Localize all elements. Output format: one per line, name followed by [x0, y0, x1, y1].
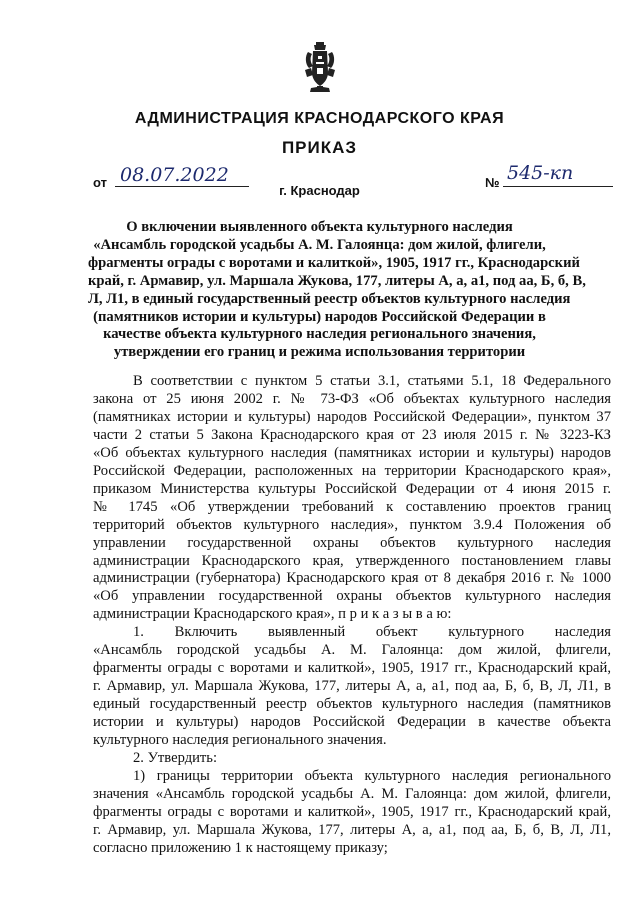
organization-name: АДМИНИСТРАЦИЯ КРАСНОДАРСКОГО КРАЯ [134, 110, 505, 127]
body-line: закона от 25 июня 2002 г. № 73-ФЗ «Об объектах культурного наследия [93, 390, 611, 407]
body-line: единый государственный реестр объектов культурного наследия (памятников [93, 696, 611, 713]
number-handwritten: 545-кп [507, 162, 574, 184]
title-line: утверждении его границ и режима использования территории [113, 344, 526, 361]
body-line: администрации Краснодарского края, утвержденного постановлением главы [93, 552, 611, 569]
body-line: Российской Федерации, расположенных на территории Краснодарского края», [93, 462, 611, 479]
number-prefix: № [485, 175, 500, 190]
city-name: г. Краснодар [279, 183, 360, 198]
title-line: качестве объекта культурного наследия регионального значения, [103, 326, 536, 343]
body-line: В соответствии с пунктом 5 статьи 3.1, статьями 5.1, 18 Федерального [133, 373, 611, 389]
body-line: согласно приложению 1 к настоящему приказу; [93, 839, 388, 856]
body-line: (памятниках истории и культуры) народов Российской Федерации», пунктом 37 [93, 408, 611, 425]
body-line: 1. Включить выявленный объект культурного наследия [133, 624, 611, 641]
body-line: 1) границы территории объекта культурного наследия регионального [133, 767, 611, 784]
body-line: приказом Министерства культуры Российской Федерации от 4 июня 2015 г. [93, 480, 611, 497]
body-line: 2. Утвердить: [133, 750, 218, 767]
title-line: край, г. Армавир, ул. Маршала Жукова, 177, литеры А, а, а1, под аа, Б, б, В, [88, 272, 586, 289]
title-line: фрагменты ограды с воротами и калиткой», 1905, 1917 гг., Краснодарский [88, 254, 580, 271]
body-line: «Ансамбль городской усадьбы А. М. Галоянца: дом жилой, флигели, [93, 642, 611, 659]
document-body [93, 373, 611, 858]
date-handwritten: 08.07.2022 [120, 164, 229, 186]
body-line: администрации (губернатора) Краснодарского края от 8 декабря 2016 г. № 1000 [93, 570, 611, 587]
title-line: Л, Л1, в единый государственный реестр объектов культурного наследия [88, 290, 571, 307]
document-type: ПРИКАЗ [281, 138, 358, 157]
body-line: администрации Краснодарского края», п р и к а з ы в а ю: [93, 606, 452, 623]
document-title [88, 219, 586, 362]
body-line: фрагменты ограды с воротами и калиткой», 1905, 1917 гг., Краснодарский край, [93, 803, 611, 820]
body-line: значения «Ансамбль городской усадьбы А. М. Галоянца: дом жилой, флигели, [93, 785, 611, 802]
body-line: «Об объектах культурного наследия (памятниках истории и культуры) народов [93, 444, 611, 461]
title-line: «Ансамбль городской усадьбы А. М. Галоянца: дом жилой, флигели, [93, 236, 546, 253]
body-line: «Об управлении государственной охраны объектов культурного наследия [93, 588, 611, 605]
title-line: О включении выявленного объекта культурного наследия [126, 219, 513, 235]
body-line: г. Армавир, ул. Маршала Жукова, 177, литеры А, а, а1, под аа, Б, б, В, Л, Л1, в [93, 678, 611, 695]
coat-of-arms-icon [303, 42, 337, 94]
date-prefix: от [93, 175, 107, 190]
title-line: (памятников истории и культуры) народов Российской Федерации в [93, 308, 546, 325]
body-line: фрагменты ограды с воротами и калиткой», 1905, 1917 гг., Краснодарский край, [93, 660, 611, 677]
body-line: № 1745 «Об утверждении требований к составлению проектов границ [93, 498, 611, 515]
body-line: г. Армавир, ул. Маршала Жукова, 177, литеры А, а, а1, под аа, Б, б, В, Л, Л1, [93, 821, 611, 838]
body-line: управлении государственной охраны объектов культурного наследия [93, 534, 611, 551]
body-line: истории и культуры) народов Российской Федерации в качестве объекта [93, 714, 611, 731]
body-line: части 2 статьи 5 Закона Краснодарского края от 23 июля 2015 г. № 3223-КЗ [93, 426, 611, 443]
body-line: территорий объектов культурного наследия», пунктом 3.9.4 Положения об [93, 516, 611, 533]
body-line: культурного наследия регионального значения. [93, 732, 387, 749]
